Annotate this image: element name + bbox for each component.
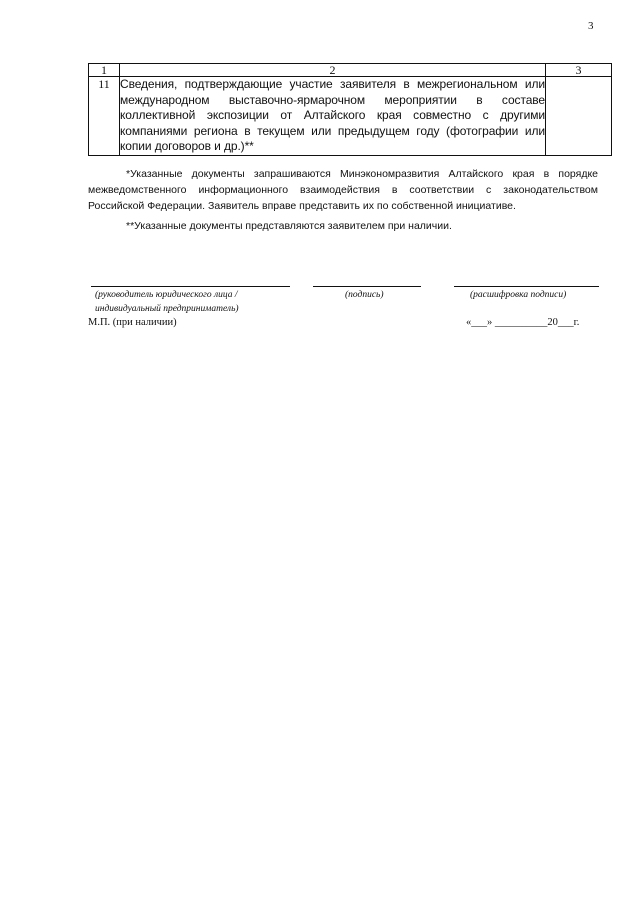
head-label: (руководитель юридического лица /индивидуальный предприниматель) — [95, 290, 239, 314]
row-number: 11 — [89, 77, 120, 156]
row-description: Сведения, подтверждающие участие заявителя в межрегиональном или международном выставочно-ярмарочном мероприятии в составе коллективной экспозиции от Алтайского края совместно с другими компаниями региона в текущем или предыдущем году (фотографии или копии договоров и др.)** — [120, 77, 546, 156]
decode-label: (расшифровка подписи) — [470, 290, 567, 300]
requirements-table — [88, 63, 612, 156]
footnote-double-star: **Указанные документы представляются заявителем при наличии. — [126, 220, 452, 232]
page-number: 3 — [588, 20, 594, 32]
row-col3-cell — [546, 77, 612, 156]
date-field: «___» __________20___г. — [466, 317, 580, 328]
signature-label: (подпись) — [345, 290, 384, 300]
seal-note: М.П. (при наличии) — [88, 317, 177, 328]
column-header-1: 1 — [89, 64, 120, 77]
signature-line — [313, 286, 421, 287]
table-row — [89, 77, 612, 156]
footnote-single-star: *Указанные документы запрашиваются Минэкономразвития Алтайского края в порядке межведомственного информационного взаимодействия в соответствии с законодательством Российской Федерации. Заявитель вправе представить их по собственной инициативе. — [88, 168, 598, 212]
table-header-row — [89, 64, 612, 77]
head-signature-line — [91, 286, 290, 287]
column-header-3: 3 — [546, 64, 612, 77]
decode-signature-line — [454, 286, 599, 287]
column-header-2: 2 — [120, 64, 546, 77]
